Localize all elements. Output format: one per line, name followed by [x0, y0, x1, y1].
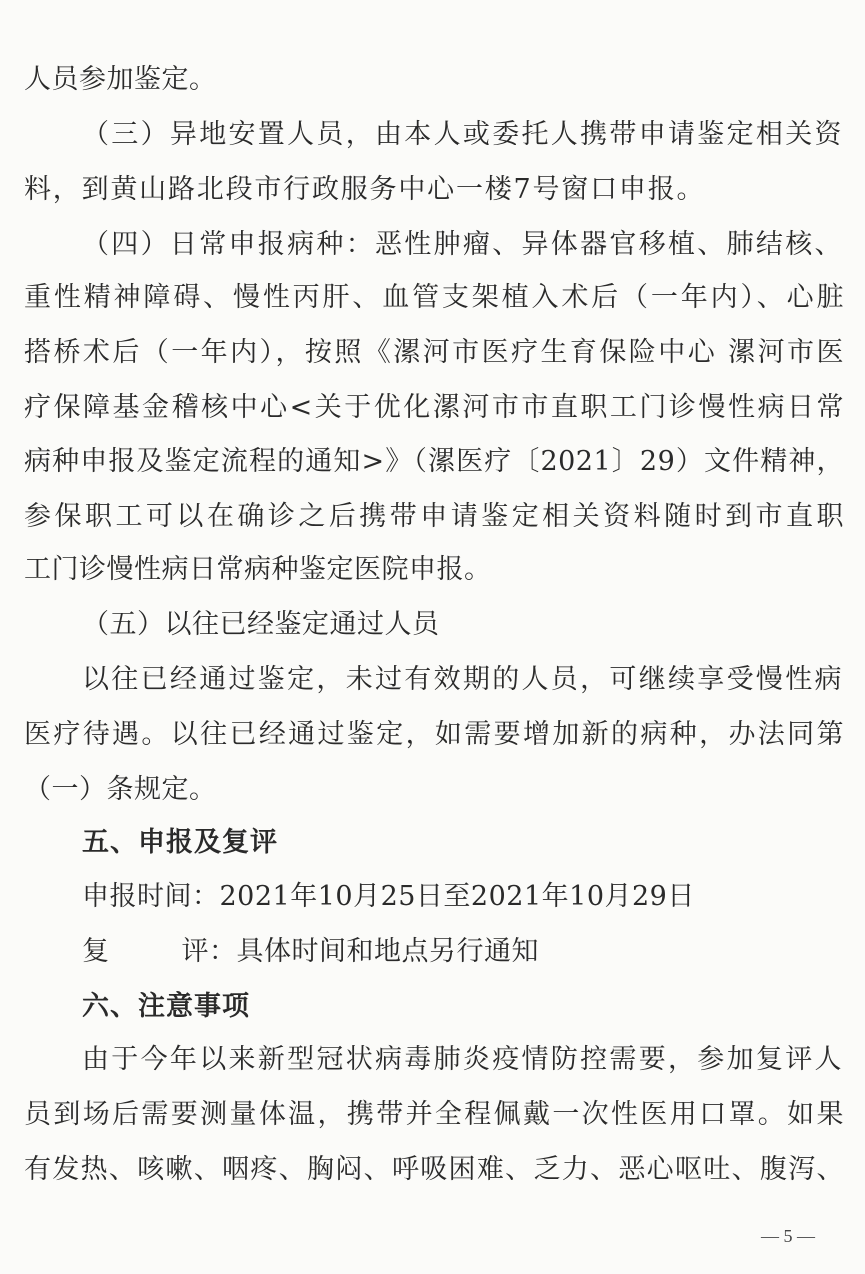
paragraph-line: 人员参加鉴定。	[24, 64, 217, 95]
paragraph-line: （四）日常申报病种：恶性肿瘤、异体器官移植、肺结核、	[82, 229, 842, 260]
paragraph-line: 料，到黄山路北段市行政服务中心一楼7号窗口申报。	[24, 174, 704, 205]
section-heading-5: 五、申报及复评	[82, 827, 278, 858]
paragraph-line: 工门诊慢性病日常病种鉴定医院申报。	[24, 554, 492, 585]
review-line	[82, 927, 842, 977]
paragraph-line: （三）异地安置人员，由本人或委托人携带申请鉴定相关资	[82, 119, 842, 150]
paragraph-line: 重性精神障碍、慢性丙肝、血管支架植入术后（一年内）、心脏	[24, 282, 844, 313]
review-text: 评：具体时间和地点另行通知	[181, 936, 539, 967]
paragraph-line: 搭桥术后（一年内），按照《漯河市医疗生育保险中心 漯河市医	[24, 337, 844, 368]
paragraph-line: 病种申报及鉴定流程的通知>》（漯医疗〔2021〕29）文件精神，	[24, 446, 844, 477]
subsection-heading: （五）以往已经鉴定通过人员	[82, 609, 440, 640]
paragraph-line: 疗保障基金稽核中心<关于优化漯河市市直职工门诊慢性病日常	[24, 392, 844, 423]
review-label-char: 复	[82, 936, 110, 967]
paragraph-line: 参保职工可以在确诊之后携带申请鉴定相关资料随时到市直职	[24, 501, 844, 532]
paragraph-line: 以往已经通过鉴定，未过有效期的人员，可继续享受慢性病	[82, 664, 842, 695]
report-time-line: 申报时间：2021年10月25日至2021年10月29日	[82, 881, 695, 912]
page-number: — 5 —	[761, 1226, 815, 1246]
paragraph-line: 医疗待遇。以往已经通过鉴定，如需要增加新的病种，办法同第	[24, 719, 844, 750]
paragraph-line: 有发热、咳嗽、咽疼、胸闷、呼吸困难、乏力、恶心呕吐、腹泻、	[24, 1154, 844, 1185]
paragraph-line: （一）条规定。	[24, 774, 217, 805]
section-heading-6: 六、注意事项	[82, 991, 250, 1022]
paragraph-line: 由于今年以来新型冠状病毒肺炎疫情防控需要，参加复评人	[82, 1044, 842, 1075]
paragraph-line: 员到场后需要测量体温，携带并全程佩戴一次性医用口罩。如果	[24, 1099, 844, 1130]
